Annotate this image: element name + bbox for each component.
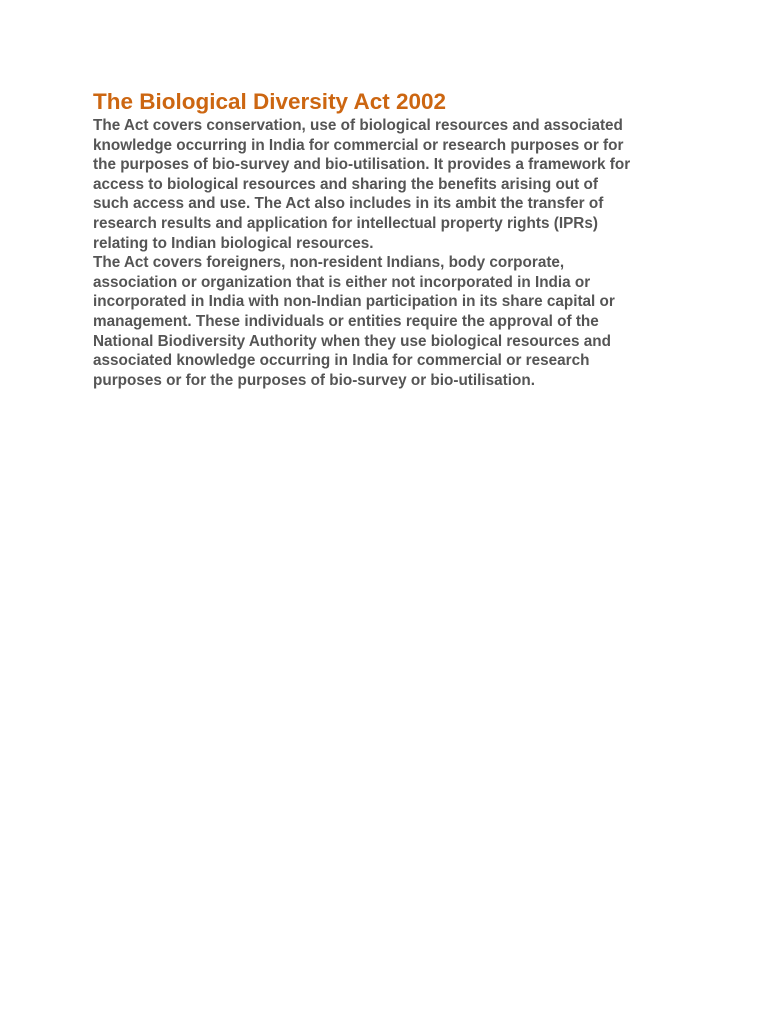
paragraph-conservation: The Act covers conservation, use of biological resources and associated knowledge occurring in India for commercial or research purposes or for the purposes of bio-survey and bio-utilisation. It provides a framework for access to biological resources and sharing the benefits arising out of such access and use. The Act also includes in its ambit the transfer of research results and application for intellectual property rights (IPRs) relating to Indian biological resources. [93, 117, 631, 252]
paragraph-foreigners: The Act covers foreigners, non-resident Indians, body corporate, association or organization that is either not incorporated in India or incorporated in India with non-Indian participation in its share capital or management. These individuals or entities require the approval of the National Biodiversity Authority when they use biological resources and associated knowledge occurring in India for commercial or research purposes or for the purposes of bio-survey or bio-utilisation. [93, 254, 615, 389]
document-title: The Biological Diversity Act 2002 [93, 89, 447, 114]
document-page [93, 88, 693, 390]
